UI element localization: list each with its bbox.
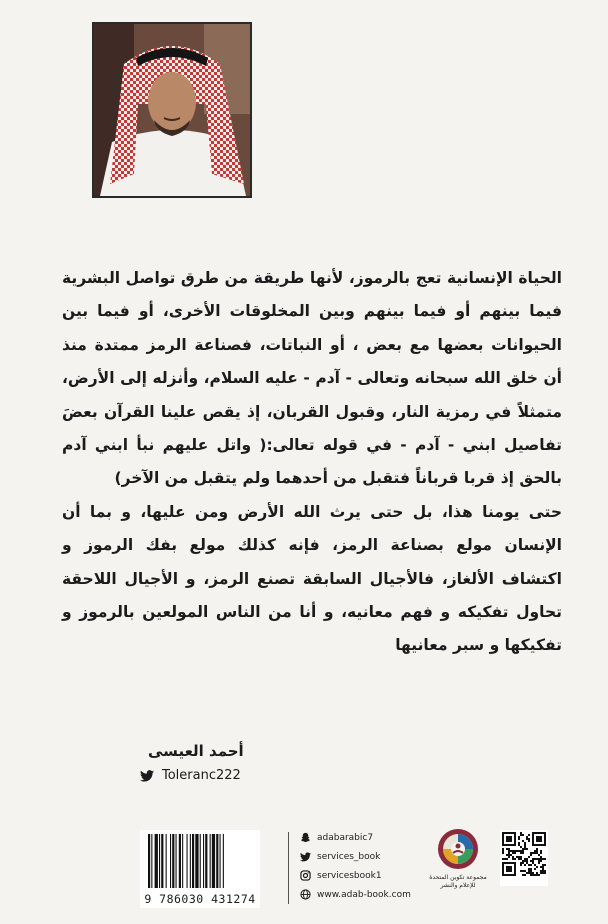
qr-module: [526, 858, 528, 860]
qr-module: [518, 838, 520, 840]
qr-code: [500, 830, 548, 886]
qr-module: [524, 858, 526, 860]
barcode-bar: [187, 834, 188, 888]
qr-module: [522, 860, 524, 862]
barcode-bar: [212, 834, 215, 888]
qr-module: [532, 860, 534, 862]
qr-module: [540, 856, 542, 858]
qr-code-image: [500, 830, 548, 886]
qr-module: [516, 856, 518, 858]
qr-module: [518, 850, 520, 852]
qr-module: [528, 840, 530, 842]
instagram-handle: servicesbook1: [317, 870, 382, 881]
qr-module: [532, 874, 534, 876]
snapchat-handle: adabarabic7: [317, 832, 374, 843]
barcode-bar: [223, 834, 224, 888]
qr-module: [542, 864, 544, 866]
qr-module: [536, 836, 542, 842]
qr-module: [518, 858, 520, 860]
barcode-bar: [166, 834, 167, 888]
qr-module: [524, 846, 526, 848]
qr-module: [542, 872, 544, 874]
qr-module: [506, 848, 508, 850]
publisher-name: مجموعة تكوين المتحدة: [429, 874, 487, 881]
qr-module: [542, 870, 544, 872]
back-cover-blurb: [62, 262, 562, 663]
twitter-bird-icon: [140, 770, 154, 782]
qr-module: [540, 872, 542, 874]
publisher-social-links: [300, 828, 420, 904]
barcode-bar: [176, 834, 177, 888]
barcode-bar: [172, 834, 174, 888]
qr-module: [538, 862, 540, 864]
qr-module: [514, 852, 516, 854]
qr-module: [534, 852, 536, 854]
qr-module: [520, 850, 522, 852]
qr-module: [512, 858, 514, 860]
qr-module: [534, 864, 536, 866]
barcode-bar: [182, 834, 183, 888]
qr-module: [522, 850, 524, 852]
blurb-paragraph-2: حتى يومنا هذا، بل حتى يرث الله الأرض ومن عليها، و بما أن الإنسان مولع بصناعة الرمز، فإنه كذلك مولع بفك الرموز و اكتشاف الألغاز، فالأجيال السابقة تصنع الرمز، و الأجيال اللاحقة تحاول تفكيكه و فهم معانيه، و أنا من الناس المولعين بالرموز و تفكيكها و سبر معانيها: [62, 502, 562, 655]
barcode-bar: [192, 834, 194, 888]
qr-module: [524, 844, 526, 846]
qr-module: [528, 834, 530, 836]
barcode-bar: [210, 834, 211, 888]
qr-module: [512, 856, 514, 858]
author-name: أحمد العيسى: [148, 742, 244, 760]
qr-module: [528, 870, 530, 872]
qr-module: [522, 870, 524, 872]
qr-module: [522, 848, 524, 850]
qr-module: [534, 858, 536, 860]
publisher-logo: [428, 828, 488, 898]
qr-module: [520, 864, 522, 866]
qr-module: [528, 872, 530, 874]
qr-module: [540, 866, 542, 868]
barcode-bar: [205, 834, 207, 888]
barcode-bar: [170, 834, 171, 888]
instagram-icon: [300, 870, 311, 881]
qr-module: [542, 868, 544, 870]
qr-module: [508, 848, 510, 850]
qr-module: [502, 850, 504, 852]
qr-module: [530, 854, 532, 856]
qr-module: [528, 856, 530, 858]
qr-module: [506, 854, 508, 856]
author-photo: [92, 22, 252, 198]
qr-module: [536, 872, 538, 874]
qr-module: [528, 838, 530, 840]
qr-module: [542, 858, 544, 860]
qr-module: [526, 862, 528, 864]
qr-module: [508, 850, 510, 852]
qr-module: [520, 856, 522, 858]
qr-module: [536, 852, 538, 854]
barcode-bar: [155, 834, 158, 888]
qr-module: [528, 864, 530, 866]
barcode-bar: [220, 834, 221, 888]
qr-module: [538, 854, 540, 856]
qr-module: [506, 858, 508, 860]
qr-module: [544, 864, 546, 866]
qr-module: [530, 870, 532, 872]
qr-module: [526, 838, 528, 840]
qr-module: [520, 834, 522, 836]
qr-module: [526, 872, 528, 874]
website-url: www.adab-book.com: [317, 889, 411, 900]
qr-module: [542, 866, 544, 868]
footer-divider: [288, 832, 289, 904]
qr-module: [524, 860, 526, 862]
qr-module: [508, 856, 510, 858]
barcode-bar: [159, 834, 160, 888]
twitter-icon: [300, 851, 311, 862]
qr-module: [522, 834, 524, 836]
qr-module: [510, 850, 512, 852]
qr-module: [520, 870, 522, 872]
qr-module: [540, 858, 542, 860]
snapchat-icon: [300, 832, 311, 843]
qr-module: [522, 840, 524, 842]
qr-module: [522, 852, 524, 854]
qr-module: [536, 848, 538, 850]
social-snapchat[interactable]: [300, 828, 420, 847]
qr-module: [540, 860, 542, 862]
qr-module: [522, 874, 524, 876]
author-portrait-illustration: [94, 24, 250, 196]
social-twitter[interactable]: [300, 847, 420, 866]
qr-module: [522, 862, 524, 864]
qr-module: [532, 858, 534, 860]
qr-module: [544, 870, 546, 872]
publisher-subtitle: للإعلام والنشر: [440, 882, 476, 889]
publisher-logo-mark: [437, 828, 479, 870]
twitter-handle-publisher: services_book: [317, 851, 381, 862]
author-twitter[interactable]: [140, 768, 241, 783]
isbn-barcode: [140, 830, 260, 908]
qr-module: [536, 874, 538, 876]
social-website[interactable]: [300, 885, 420, 904]
qr-module: [518, 836, 520, 838]
qr-module: [538, 860, 540, 862]
social-instagram[interactable]: [300, 866, 420, 885]
barcode-bar: [148, 834, 150, 888]
isbn-digits: 9 786030 431274: [144, 892, 256, 906]
qr-module: [538, 858, 540, 860]
qr-module: [506, 866, 512, 872]
barcode-bar: [190, 834, 191, 888]
barcode-bar: [179, 834, 181, 888]
qr-module: [526, 848, 528, 850]
qr-module: [518, 844, 520, 846]
qr-module: [538, 874, 540, 876]
qr-module: [544, 858, 546, 860]
barcode-bar: [151, 834, 152, 888]
barcode-bar: [200, 834, 201, 888]
barcode-bar: [195, 834, 198, 888]
qr-module: [512, 850, 514, 852]
qr-module: [518, 842, 520, 844]
qr-module: [530, 852, 532, 854]
qr-module: [530, 874, 532, 876]
qr-module: [514, 850, 516, 852]
qr-module: [544, 872, 546, 874]
barcode-bars: [140, 830, 260, 892]
qr-module: [532, 862, 534, 864]
qr-module: [524, 870, 526, 872]
qr-module: [506, 836, 512, 842]
qr-module: [530, 872, 532, 874]
qr-module: [540, 850, 542, 852]
qr-module: [532, 872, 534, 874]
qr-module: [536, 850, 538, 852]
qr-module: [528, 868, 530, 870]
globe-icon: [300, 889, 311, 900]
qr-module: [520, 858, 522, 860]
qr-module: [524, 842, 526, 844]
qr-module: [508, 852, 510, 854]
qr-module: [534, 874, 536, 876]
qr-module: [534, 868, 536, 870]
qr-module: [510, 854, 512, 856]
qr-module: [524, 864, 526, 866]
qr-module: [514, 858, 516, 860]
qr-module: [540, 870, 542, 872]
qr-module: [534, 850, 536, 852]
twitter-handle: Toleranc222: [162, 768, 241, 783]
qr-module: [536, 858, 538, 860]
qr-module: [518, 856, 520, 858]
qr-module: [526, 836, 528, 838]
qr-module: [530, 864, 532, 866]
qr-module: [530, 868, 532, 870]
qr-module: [526, 860, 528, 862]
blurb-paragraph-1: الحياة الإنسانية تعج بالرموز، لأنها طريقة من طرق تواصل البشرية فيما بينهم أو فيما بينهم وبين المخلوقات الأخرى، أو فيما بين الحيوانات بعضها مع بعض ، أو النباتات، فصناعة الرمز ممتدة منذ أن خلق الله سبحانه وتعالى - آدم - عليه السلام، وأنزله إلى الأرض، متمثلاً في رمزية النار، وقبول القربان، إذ يقص علينا القرآن بعضَ تفاصيل ابني - آدم - في قوله تعالى:( واتل عليهم نبأ ابني آدم بالحق إذ قربا قرباناً فتقبل من أحدهما ولم يتقبل من الآخر): [62, 269, 562, 488]
qr-module: [524, 848, 526, 850]
qr-module: [520, 862, 522, 864]
qr-module: [504, 858, 506, 860]
qr-module: [540, 852, 542, 854]
qr-module: [502, 858, 504, 860]
qr-module: [536, 866, 538, 868]
qr-module: [520, 846, 522, 848]
qr-module: [524, 874, 526, 876]
qr-module: [512, 852, 514, 854]
barcode-bar: [216, 834, 218, 888]
qr-module: [502, 848, 504, 850]
qr-module: [516, 850, 518, 852]
barcode-bar: [161, 834, 163, 888]
qr-module: [520, 832, 522, 834]
qr-module: [502, 852, 504, 854]
barcode-bar: [203, 834, 204, 888]
qr-module: [508, 854, 510, 856]
qr-module: [520, 852, 522, 854]
qr-module: [530, 860, 532, 862]
qr-module: [532, 852, 534, 854]
